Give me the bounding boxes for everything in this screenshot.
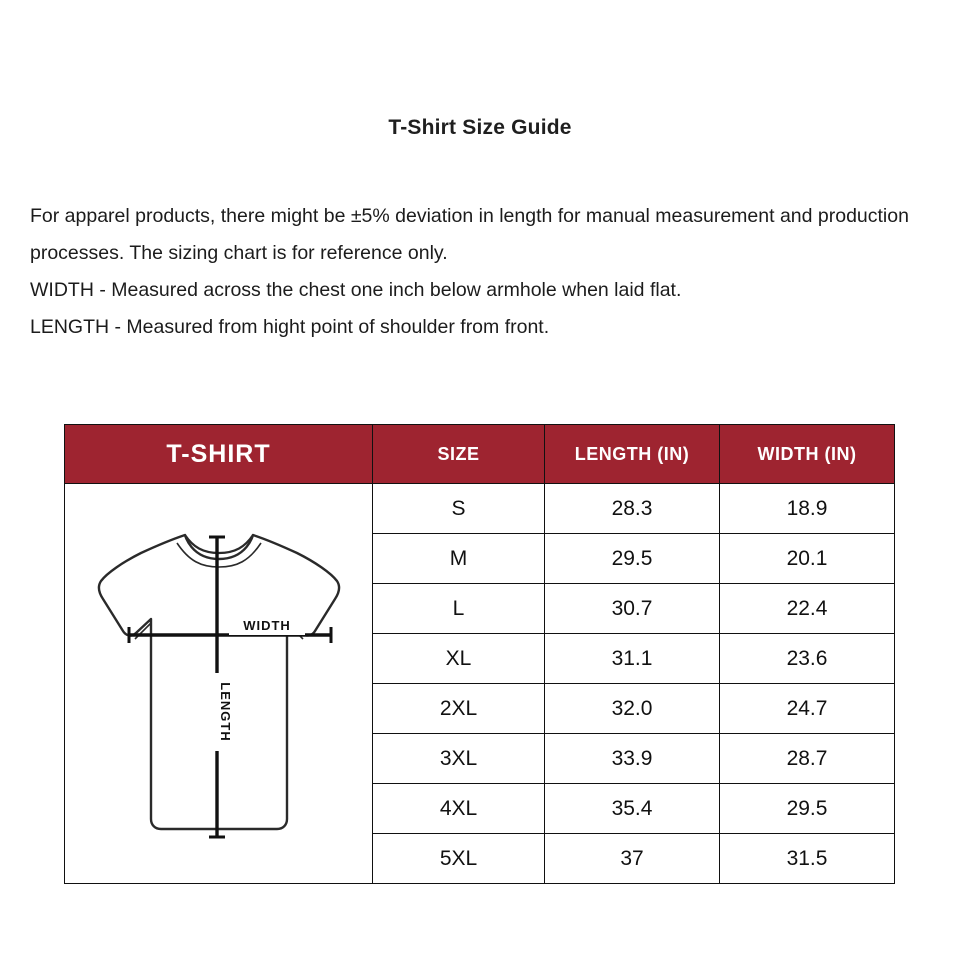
cell-width: 31.5 (720, 834, 895, 884)
cell-length: 29.5 (545, 534, 720, 584)
cell-size: S (373, 484, 545, 534)
cell-width: 28.7 (720, 734, 895, 784)
cell-width: 23.6 (720, 634, 895, 684)
table-row (65, 484, 895, 534)
cell-length: 32.0 (545, 684, 720, 734)
cell-size: L (373, 584, 545, 634)
cell-size: 3XL (373, 734, 545, 784)
length-label: LENGTH (217, 681, 233, 742)
cell-size: 4XL (373, 784, 545, 834)
intro-paragraph-2: WIDTH - Measured across the chest one inch below armhole when laid flat. (30, 279, 682, 301)
header-size: SIZE (373, 425, 545, 484)
cell-width: 22.4 (720, 584, 895, 634)
cell-width: 29.5 (720, 784, 895, 834)
header-width: WIDTH (IN) (720, 425, 895, 484)
header-brand: T-SHIRT (65, 425, 373, 484)
cell-length: 30.7 (545, 584, 720, 634)
cell-width: 18.9 (720, 484, 895, 534)
width-label: WIDTH (242, 617, 291, 633)
cell-length: 35.4 (545, 784, 720, 834)
cell-size: M (373, 534, 545, 584)
size-table-wrapper (64, 424, 894, 884)
intro-text-block (0, 140, 960, 346)
cell-length: 31.1 (545, 634, 720, 684)
table-header-row (65, 425, 895, 484)
tshirt-illustration-cell (65, 484, 373, 884)
cell-length: 28.3 (545, 484, 720, 534)
cell-width: 20.1 (720, 534, 895, 584)
header-length: LENGTH (IN) (545, 425, 720, 484)
tshirt-icon (89, 519, 349, 849)
tshirt-diagram (65, 484, 372, 883)
cell-size: 5XL (373, 834, 545, 884)
cell-length: 33.9 (545, 734, 720, 784)
cell-length: 37 (545, 834, 720, 884)
cell-size: 2XL (373, 684, 545, 734)
page-title: T-Shirt Size Guide (388, 116, 572, 139)
cell-size: XL (373, 634, 545, 684)
intro-paragraph-1: For apparel products, there might be ±5% deviation in length for manual measurement and production processes. The sizing chart is for reference only. (30, 205, 909, 264)
intro-paragraph-3: LENGTH - Measured from hight point of shoulder from front. (30, 316, 550, 338)
cell-width: 24.7 (720, 684, 895, 734)
size-table (64, 424, 895, 884)
